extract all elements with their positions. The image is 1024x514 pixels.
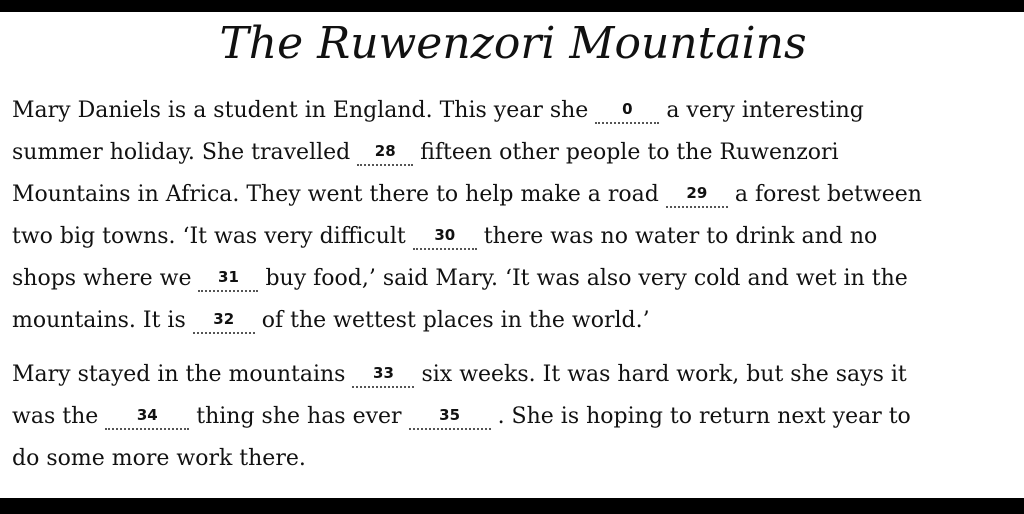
text-line bbox=[12, 216, 1014, 258]
text-segment: Mary stayed in the mountains bbox=[12, 362, 353, 387]
gap-number: 30 bbox=[434, 226, 456, 244]
text-segment: a forest between bbox=[727, 182, 922, 207]
blank-gap-34 bbox=[105, 408, 189, 430]
text-segment: of the wettest places in the world.’ bbox=[254, 308, 650, 333]
text-segment: do some more work there. bbox=[12, 446, 306, 471]
blank-gap-28 bbox=[357, 144, 413, 166]
text-line bbox=[12, 300, 1014, 342]
gap-number: 34 bbox=[136, 406, 158, 424]
text-segment: two big towns. ‘It was very difficult bbox=[12, 224, 413, 249]
text-segment: buy food,’ said Mary. ‘It was also very cold and wet in the bbox=[258, 266, 908, 291]
text-segment: six weeks. It was hard work, but she says it bbox=[414, 362, 907, 387]
page-title: The Ruwenzori Mountains bbox=[219, 18, 807, 69]
blank-gap-29 bbox=[666, 186, 728, 208]
document-page bbox=[0, 12, 1024, 498]
gap-number: 29 bbox=[686, 184, 708, 202]
text-line bbox=[12, 396, 1014, 438]
text-segment: shops where we bbox=[12, 266, 199, 291]
text-segment: mountains. It is bbox=[12, 308, 193, 333]
text-segment: was the bbox=[12, 404, 106, 429]
gap-number: 35 bbox=[439, 406, 461, 424]
text-line bbox=[12, 258, 1014, 300]
blank-gap-32 bbox=[193, 312, 255, 334]
blank-gap-30 bbox=[413, 228, 477, 250]
text-segment: there was no water to drink and no bbox=[476, 224, 878, 249]
paragraph-1 bbox=[12, 90, 1014, 342]
text-segment: Mary Daniels is a student in England. This year she bbox=[12, 98, 596, 123]
text-segment: fifteen other people to the Ruwenzori bbox=[413, 140, 839, 165]
blank-gap-31 bbox=[198, 270, 258, 292]
blank-gap-33 bbox=[352, 366, 414, 388]
text-segment: summer holiday. She travelled bbox=[12, 140, 358, 165]
blank-gap-35 bbox=[409, 408, 491, 430]
text-line bbox=[12, 132, 1014, 174]
text-segment: thing she has ever bbox=[189, 404, 409, 429]
gap-number: 33 bbox=[373, 364, 394, 382]
gap-number: 31 bbox=[218, 268, 239, 286]
text-line bbox=[12, 90, 1014, 132]
gap-number: 28 bbox=[374, 142, 396, 160]
gap-number: 32 bbox=[213, 310, 235, 328]
text-line bbox=[12, 354, 1014, 396]
text-segment: Mountains in Africa. They went there to help make a road bbox=[12, 182, 666, 207]
text-line bbox=[12, 438, 1014, 480]
text-line bbox=[12, 174, 1014, 216]
gap-number: 0 bbox=[622, 100, 633, 118]
blank-gap-0 bbox=[595, 102, 659, 124]
paragraph-2 bbox=[12, 354, 1014, 480]
text-segment: . She is hoping to return next year to bbox=[490, 404, 911, 429]
text-segment: a very interesting bbox=[659, 98, 864, 123]
